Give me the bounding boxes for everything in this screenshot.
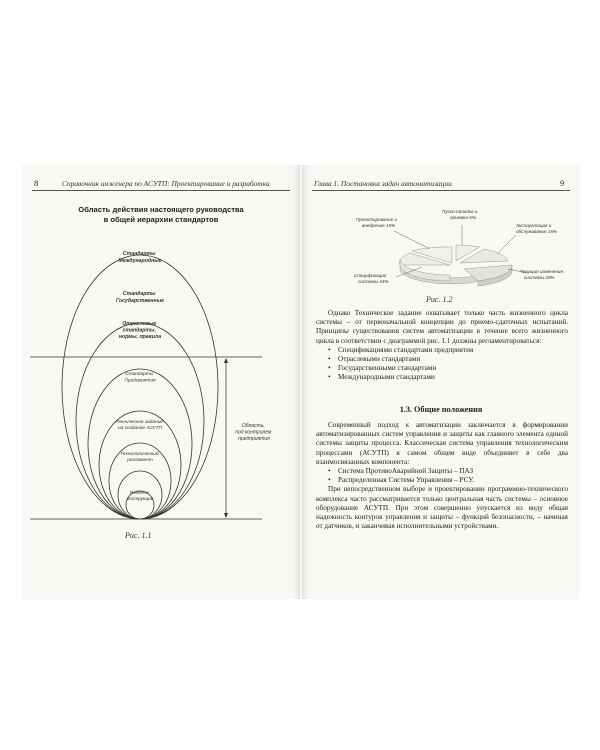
label-line: Спецификация <box>354 273 387 278</box>
figure-caption-2: Рис. 1.2 <box>426 295 453 304</box>
book-spread <box>22 165 580 599</box>
label-line: приемка 6% <box>450 215 476 220</box>
label-line: Стандарты <box>125 372 154 377</box>
figure-title-line: в общей иерархии стандартов <box>103 215 219 224</box>
label-line: инструкции <box>126 497 154 502</box>
leader-line <box>498 235 516 253</box>
label-line: нормы, правила <box>118 334 162 340</box>
section-block <box>316 421 568 531</box>
label-enterprise <box>124 371 156 384</box>
side-label <box>235 423 273 442</box>
section-heading: 1.3. Общие положения <box>399 405 483 414</box>
label-line: обслуживание 15% <box>516 229 557 234</box>
label-line: Техническое задание <box>115 420 164 425</box>
label-line: регламент <box>127 458 153 463</box>
label-line: стандарты, <box>122 327 156 334</box>
label-line: Государственные <box>115 298 165 304</box>
figure-caption-1: Рис. 1.1 <box>125 531 152 540</box>
hierarchy-diagram <box>22 165 300 525</box>
leader-line <box>394 231 430 249</box>
pie-label-spec <box>354 273 388 284</box>
list-item: • Отраслевыми стандартами <box>338 355 568 364</box>
list-item: • Государственными стандартами <box>338 364 568 373</box>
label-tech-spec <box>116 419 165 431</box>
arrowhead-up <box>224 358 228 363</box>
left-page <box>22 165 300 599</box>
label-line: Проектирование и <box>356 217 398 222</box>
label-industry <box>119 321 161 340</box>
intro-paragraph: Однако Техническое задание охватывает только часть жизненного цикла системы – от первоначальной концепции до приемо-сдаточных испытаний. Принципы существования систем автоматизации в течение всего жизненного цикла в соответствии с диаграммой рис. 1.1 должны регламентироваться: <box>316 309 568 345</box>
pie-chart <box>302 165 580 295</box>
label-line: внедрение 15% <box>362 223 396 228</box>
label-line: Технологический <box>120 452 159 457</box>
label-line: Предприятия <box>124 378 156 384</box>
label-state <box>116 291 164 304</box>
label-line: Пуско-наладка и <box>442 209 478 214</box>
label-international <box>118 251 161 264</box>
right-page <box>302 165 580 599</box>
intro-block <box>316 309 568 383</box>
label-regulation <box>120 450 160 463</box>
label-line: Область, <box>241 423 265 429</box>
list-item: • Международными стандартами <box>338 373 568 382</box>
pie-label-design <box>356 217 398 228</box>
arrowhead-down <box>224 513 228 518</box>
pie-label-commissioning <box>442 209 479 220</box>
label-line: Отраслевые <box>122 321 157 327</box>
label-line: системы 44% <box>358 279 389 284</box>
label-line: Международные <box>118 258 162 264</box>
label-line: на создание АСУТП <box>117 426 163 431</box>
label-line: Стандарты <box>122 251 156 257</box>
label-line: Текущие изменения <box>520 269 563 274</box>
label-line: Стандарты <box>122 291 156 297</box>
list-item: • Система ПротивоАварийной Защиты – ПАЗ <box>338 467 568 476</box>
section-paragraph: Современный подход к автоматизации заключается в формировании автоматизированных систем управления и защиты как главного элемента единой системы защиты процесса. Классическая система управления технологическим процессами (АСУТП) в самом общем виде объединяет в себе два взаимосвязанных компонента: <box>316 421 568 466</box>
list-item: • Спецификациями стандартами предприятия <box>338 346 568 355</box>
label-line: Рабочие <box>129 491 149 496</box>
page-number-right: 9 <box>560 178 565 188</box>
page-number-left: 8 <box>34 178 39 188</box>
pie-label-operation <box>516 223 557 234</box>
figure-title-line: Область действия настоящего руководства <box>78 205 244 214</box>
label-line: предприятия <box>238 436 270 442</box>
label-instructions <box>127 490 154 502</box>
label-line: Эксплуатация и <box>516 223 552 228</box>
pie-label-changes <box>520 269 564 280</box>
closing-paragraph: При непосредственном выборе и проектировании программно-технического комплекса часто рассматривается только центральная часть системы – основное оборудование АСУТП. При этом совершенно упускается из виду общая надежность контуров управления и защиты – функций безопасности, – начиная от датчиков, и заканчивая исполнительными устройствами. <box>316 485 568 531</box>
intro-list <box>316 346 568 383</box>
running-head-right: Глава 1. Постановка задач автоматизации <box>314 179 452 188</box>
section-list <box>316 467 568 485</box>
label-line: под контролем <box>235 429 272 436</box>
running-head-left: Справочник инженера по АСУТП: Проектирование и разработка <box>62 179 270 188</box>
list-item: • Распределенная Система Управления – РСУ. <box>338 476 568 485</box>
label-line: системы 20% <box>524 275 555 280</box>
